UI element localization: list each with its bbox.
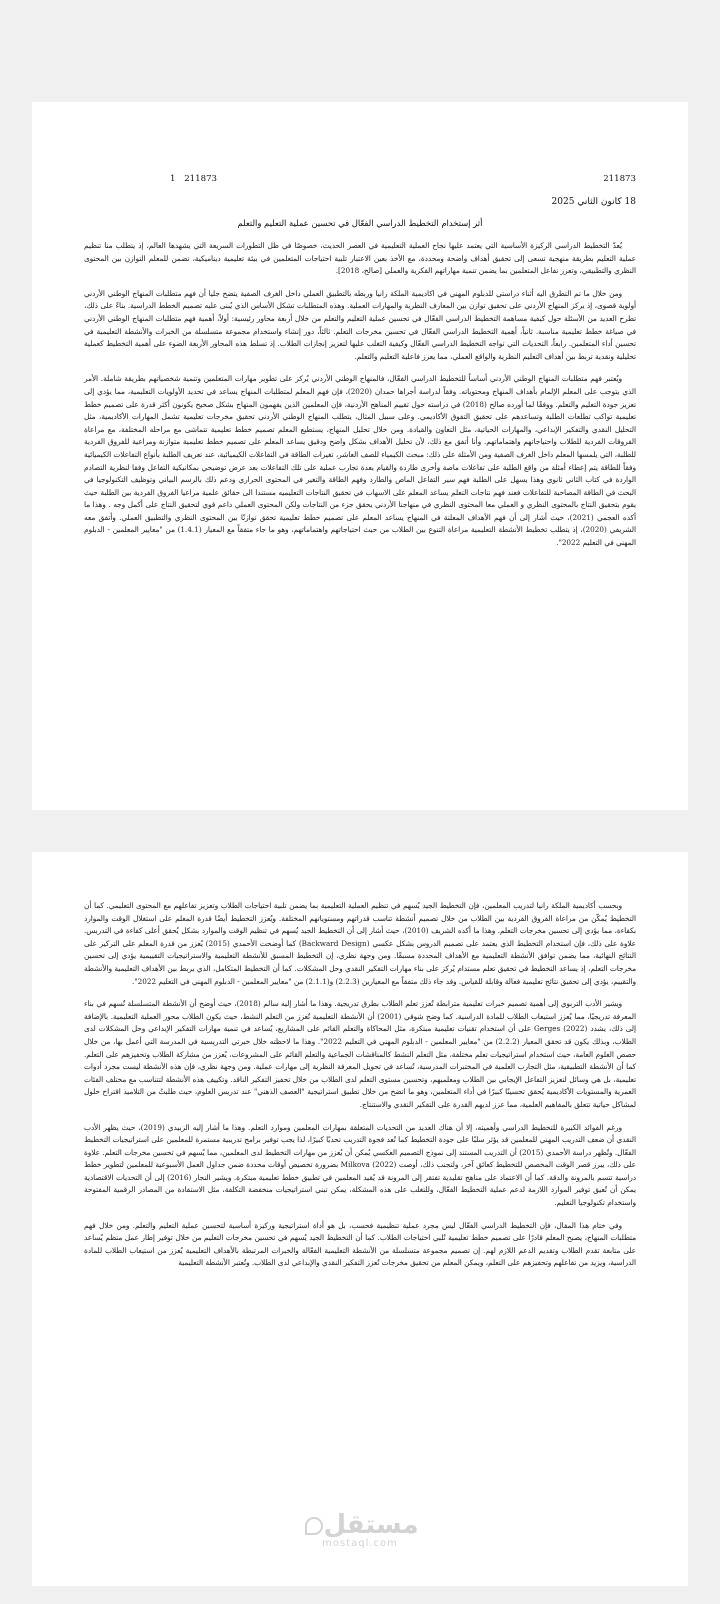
page-2-body <box>84 900 636 1280</box>
header-id-right: 211873 <box>603 174 636 184</box>
header-page-number: 1 <box>170 174 176 184</box>
watermark-domain: mostaql.com <box>322 1538 398 1549</box>
document-title: أثر إستخدام التخطيط الدراسي الفعّال في تحسين عملية التعليم والتعلم <box>237 218 483 228</box>
paragraph: ورغم الفوائد الكبيرة للتخطيط الدراسي وأهميته، إلا أن هناك العديد من التحديات المتعلقة بمهارات المعلمين وموارد التعلم. وهذا ما أشار إليه الزبيدي (2019)، حيث يظهر الأدب النقدي أن ضعف التدريب المهني للمعلمين قد يؤثر سلبًا على جودة التخطيط كما تُعد فجوة التدريب تحديًا كبيرًا، لذا يجب توفير برامج تدريبية مستمرة للمعلمين على استراتيجيات التخطيط الفعّال. وتُظهر دراسة الأحمدي (2015) أن التدريب المستند إلى نموذج التصميم العكسي يُمكن أن يُعزز من مهارات التخطيط لدى المعلمين، مما يُسهم في تحسين مخرجات التعلم. علاوة على ذلك، يبرز قصر الوقت المخصص للتخطيط كعائق آخر، ولتجنب ذلك، أوصت Milkova (2022) بضرورة تخصيص أوقات محددة ضمن جداول العمل الأسبوعية للمعلمين لتطوير خطط دراسية تتسم بالمرونة والدقة. كما أن الاعتماد على مناهج تقليدية تفتقر إلى المرونة قد يُقيد المعلمين في تطبيق خطط تعليمية مبتكرة. ويشير النجار (2016) إلى أن التحديات الاقتصادية يمكن أن تُعيق توفير الموارد اللازمة لدعم عملية التخطيط الفعّال، وللتغلب على هذه المشكلة، يمكن تبني استراتيجيات منخفضة التكلفة، مثل الاستفادة من المصادر الرقمية المفتوحة واستخدام تكنولوجيا التعليم. <box>84 1122 636 1208</box>
document-page-1 <box>32 102 688 810</box>
paragraph: وفي ختام هذا المقال، فإن التخطيط الدراسي الفعّال ليس مجرد عملية تنظيمية فحسب، بل هو أداة استراتيجية وركيزة أساسية لتحسين عملية التعليم والتعلم. ومن خلال فهم متطلبات المنهاج، يصبح المعلم قادرًا على تصميم خطط تعليمية تُلبي احتياجات الطلاب. كما أن التخطيط الجيد يُسهم في تحسين مخرجات التعليم من خلال توفير إطار عمل منظم يُساعد على متابعة تقدم الطلاب وتقديم الدعم اللازم لهم. إن تصميم مجموعة متسلسلة من الأنشطة التعليمية الفعّالة والخبرات المرتبطة بالأهداف التعليمية يُعزز من استيعاب الطلاب للمادة الدراسية، ويزيد من تفاعلهم وتحفيزهم على التعلم، ويمكن المعلم من تحقيق مخرجات تُعزز التفكير النقدي والإبداعي لدى الطلاب. وتُعتبر الأنشطة التعليمية <box>84 1220 636 1268</box>
paragraph: ويُعتبر فهم متطلبات المنهاج الوطني الأردني أساساً للتخطيط الدراسي الفعّال، فالمنهاج الوطني الأردني يُركز على تطوير مهارات المتعلمين وتنمية شخصياتهم بطريقة شاملة. الأمر الذي يتوجب على المعلم الإلمام بأهداف المنهاج ومحتوياته. وفقاً لدراسة أجراها حمدان (2020)، فإن فهم المعلم لمتطلبات المنهاج يساعد في تحديد الأولويات التعليمية، مما يؤدي إلى تعزيز جودة التعليم والتعلم. ووفقًا لما أورده صالح (2018) في دراسته حول تقييم المناهج الأردنية، فإن المعلمين الذين يفهمون المنهاج بشكل صحيح يكونون أكثر قدرة على تصميم خطط تعليمية تواكب تطلعات الطلبة وتساعدهم على تحقيق التفوق الأكاديمي. وعلى سبيل المثال، يتطلب المنهاج الوطني الأردني تحقيق مخرجات تعليمية تشمل المهارات الأكاديمية، مثل التحليل النقدي والتفكير الإبداعي، والمهارات الحياتية، مثل التعاون والقيادة. ومن خلال تحليل المنهاج، يستطيع المعلم تصميم خطط تعليمية تتماشى مع مراحله المختلفة، مع مراعاة الفروقات الفردية للطلاب واحتياجاتهم واهتماماتهم. وأنا أتفق مع ذلك، لأن تحليل الأهداف بشكل واضح ودقيق يساعد المعلم على تصميم خطط تعليمية متوازنة ومراعية للفروق الفردية للطلبة، التي يلمسها المعلم داخل الغرف الصفية ومن الأمثلة على ذلك: مبحث الكيمياء للصف العاشر، تغيرات الطاقة في التفاعلات الكيميائية، عند تعريف الطلبة بأنواع التفاعلات الكيميائية وفقاً للطاقة يتم إعطاء أمثلة من واقع الطلبة على تفاعلات ماصة وأخرى طاردة والقيام بعدة تجارب عملية على تلك التفاعلات بعد عرض توضيحي بمكانيكية التفاعل وفقا لنظرية التصادم الواردة في كتاب الثاني ثانوي وهذا يسهل على الطلبة فهم سير التفاعل الماص والطارد وفهم الطاقة والتغير في المحتوى الحراري ودعم ذلك بالرسم البياني وتوظيف التكنولوجيا في البحث في الطاقة المصاحبة للتفاعلات فعند فهم نتاجات التعلم يساعد المعلم على الاسهاب في تحقيق النتاجات التعليميه مستندا الى حقائق علمية مراعيا الفروق الفردية بين الطلبة حيث يقوم بتحقيق النتاج بالمحتوى النظري و العملي معا المحتوى النظري في منهاجنا الأردني يحقق جزء من النتاجات ولكن المحتوى العملي داعم قوي لتحقيق النتاج على أكمل وجه . وهذا ما أكده العجمي (2021)، حيث أشار إلى أن فهم الأهداف المعلنة في المنهاج يساعد المعلم على تصميم خطط تعليمية تحقق توازنًا بين المحتوى النظري والتطبيق العملي. وأتفق معه الشريفي (2020)، إذ يتطلب تخطيط الأنشطة التعليمية مراعاة التنوع بين الطلاب من حيث احتياجاتهم واهتماماتهم، وهو ما جاء متفقاً مع المعيار (1.4.1) من "معايير المعلمين - الدبلوم المهني في التعليم 2022". <box>84 374 636 548</box>
watermark-brand-text: مستقل <box>323 1510 419 1540</box>
watermark-logo <box>0 1510 720 1549</box>
chat-bubble-icon <box>305 1517 323 1535</box>
page-header <box>84 174 636 188</box>
paragraph: ومن خلال ما تم التطرق اليه أثناء دراستي للدبلوم المهني في اكاديمية الملكة رانيا وربطه بالتطبيق العملي داخل الغرف الصفية يتضح جليا أن فهم متطلبات المنهاج الوطني الأردني أولوية قصوى، إذ يركز المنهاج الأردني على تحقيق توازن بين المعارف النظرية والمهارات العملية. وهذه المتطلبات تشكل الأساس الذي يُبنى عليه تصميم الخطط الدراسية. بناءً على ذلك، تطرح العديد من الأسئلة حول كيفية مساهمة التخطيط الدراسي الفعّال في تحسين عملية التعليم والتعلم من خلال أربعة محاور رئيسية: أولاً، أهمية فهم متطلبات المنهاج الوطني الأردني في صياغة خطط تعليمية مناسبة. ثانياً، أهمية التخطيط الدراسي الفعّال في تحسين مخرجات التعلم. ثالثاً، دور إنشاء واستخدام مجموعة متسلسلة من الخبرات والأنشطة التعليمية في تحسين أداء المتعلمين. رابعاً، التحديات التي تواجه التخطيط الدراسي الفعّال وكيفية التغلب عليها لتعزيز إنجازات الطلاب. إذ تسلط هذه المحاور الأربعة الضوء على أهمية التخطيط كعملية تحليلية ونقدية تربط بين أهداف التعليم النظرية والواقع العملي، مما يعزز فاعلية التعليم والتعلم. <box>84 288 636 361</box>
header-page-number-and-id <box>170 174 217 184</box>
page-1-body <box>84 240 636 560</box>
document-date: 18 كانون الثاني 2025 <box>551 197 636 207</box>
paragraph: وبحسب أكاديمية الملكة رانيا لتدريب المعلمين، فإن التخطيط الجيد يُسهم في تنظيم العملية التعليمية بما يضمن تلبية احتياجات الطلاب وتعزيز تفاعلهم مع المحتوى التعليمي. كما أن التخطيط يُمكّن من مراعاة الفروق الفردية بين الطلاب من خلال تصميم أنشطة تناسب قدراتهم ومستوياتهم المختلفة. ويُعزز التخطيط أيضًا قدرة المعلم على استغلال الوقت والموارد بكفاءة، مما يؤدي إلى تحسين مخرجات التعلم. وهذا ما أكده الشريف (2010)، حيث أشار إلى أن التخطيط الجيد يُسهم في تنظيم الوقت والموارد بشكل يُحقق أعلى كفاءة في التدريس. علاوة على ذلك، فإن استخدام التخطيط الذي يعتمد على تصميم الدروس بشكل عكسي (Backward Design) كما أوضحت الأحمدي (2015) يُعزز من قدرة المعلم على التركيز على النتائج النهائية، مما يضمن توافق الأنشطة التعليمية مع الأهداف المحددة مسبقًا. ومن وجهة نظري، إن التخطيط المسبق للأنشطة التعليمية والاستراتيجيات التقييمية يؤدي إلى تحسين مخرجات التعلم، إذ يساعد التخطيط في تحقيق تعلم مستدام يُركز على بناء مهارات التفكير النقدي وحل المشكلات. كما أن التخطيط المتكامل، الذي يربط بين الأهداف التعليمية والأنشطة والتقييم، يؤدي إلى تحقيق نتائج تعليمية فعالة وقابلة للقياس. وقد جاء ذلك متفقاً مع المعيارين (2.2.3) و(2.1.1) من "معايير المعلمين - الدبلوم المهني في التعليم 2022". <box>84 901 636 986</box>
paragraph: ويشير الأدب التربوي إلى أهمية تصميم خبرات تعليمية مترابطة تُعزز تعلم الطلاب بطرق تدريجية. وهذا ما أشار إليه سالم (2018)، حيث أوضح أن الأنشطة المتسلسلة تُسهم في بناء المعرفة تدريجيًا، مما يُعزز استيعاب الطلاب للمادة الدراسية. كما وضح شوقي (2001) أن الأنشطة التعليمية تُعزز من التعلم النشط، حيث يكون الطلاب محور العملية التعليمية. بالإضافة إلى ذلك، يشدد Gerges (2022) على أن استخدام تقنيات تعليمية مبتكرة، مثل المحاكاة والتعلم القائم على المشاريع، يُساعد في تنمية مهارات التفكير الإبداعي وحل المشكلات لدى الطلاب، وبذلك يكون قد تحقق المعيار (2.2.2) من "معايير المعلمين - الدبلوم المهني في التعليم 2022". وهذا ما لاحظته خلال خبرتي التدريسية في المدرسة التي أعمل بها، من خلال حصص العلوم العامة، حيث استخدام استراتيجيات تعلم مختلفة، مثل التعلم النشط كالمناقشات الجماعية والتعلم القائم على المشروعات، يُعزز من مشاركة الطلاب وتحفيزهم على التعلم. كما أن الأنشطة التطبيقية، مثل التجارب العلمية في المختبرات المدرسية، تُساعد في تحويل المعرفة النظرية إلى مهارات عملية. ومن وجهة نظري، فإن هذه الأنشطة ليست مجرد أدوات تعليمية، بل هي وسائل لتعزيز التفاعل الإيجابي بين الطلاب ومعلميهم، وتحسين مستوى التعلم لدى الطلاب من خلال تحفيز التفكير الناقد. وتكييف هذه الأنشطة لتتناسب مع مختلف الفئات العمرية والمستويات الأكاديمية يُحقق تحسينًا كبيرًا في أداء المتعلمين، وهو ما اتضح من خلال تطبيق استراتيجية "العصف الذهني" عند تدريس العلوم، حيث طلبتُ من التلاميذ اقتراح حلول لمشاكل حياتية تتعلق بالمفاهيم العلمية، مما عزز لديهم القدرة على التفكير النقدي والاستنتاج. <box>84 999 637 1109</box>
document-page-2 <box>32 852 688 1586</box>
header-id-left: 211873 <box>184 174 218 184</box>
paragraph: يُعدّ التخطيط الدراسي الركيزة الأساسية التي يعتمد عليها نجاح العملية التعليمية في العصر الحديث، خصوصًا في ظل التطورات السريعة التي يشهدها العالم، إذ يتطلب منا تنظيم عملية التعليم بطريقة منهجية تسعى إلى تحقيق أهداف واضحة ومحددة، مع الأخذ بعين الاعتبار تلبية احتياجات المتعلمين في بيئة تعليمية ديناميكية، تضمن للمعلم التوازن بين المحتوى النظري والتطبيقي، وتعزز تفاعل المتعلمين بما يضمن تنمية مهاراتهم الفكرية والعملي [صالح، 2018]. <box>84 241 636 276</box>
watermark-brand <box>0 1510 720 1540</box>
